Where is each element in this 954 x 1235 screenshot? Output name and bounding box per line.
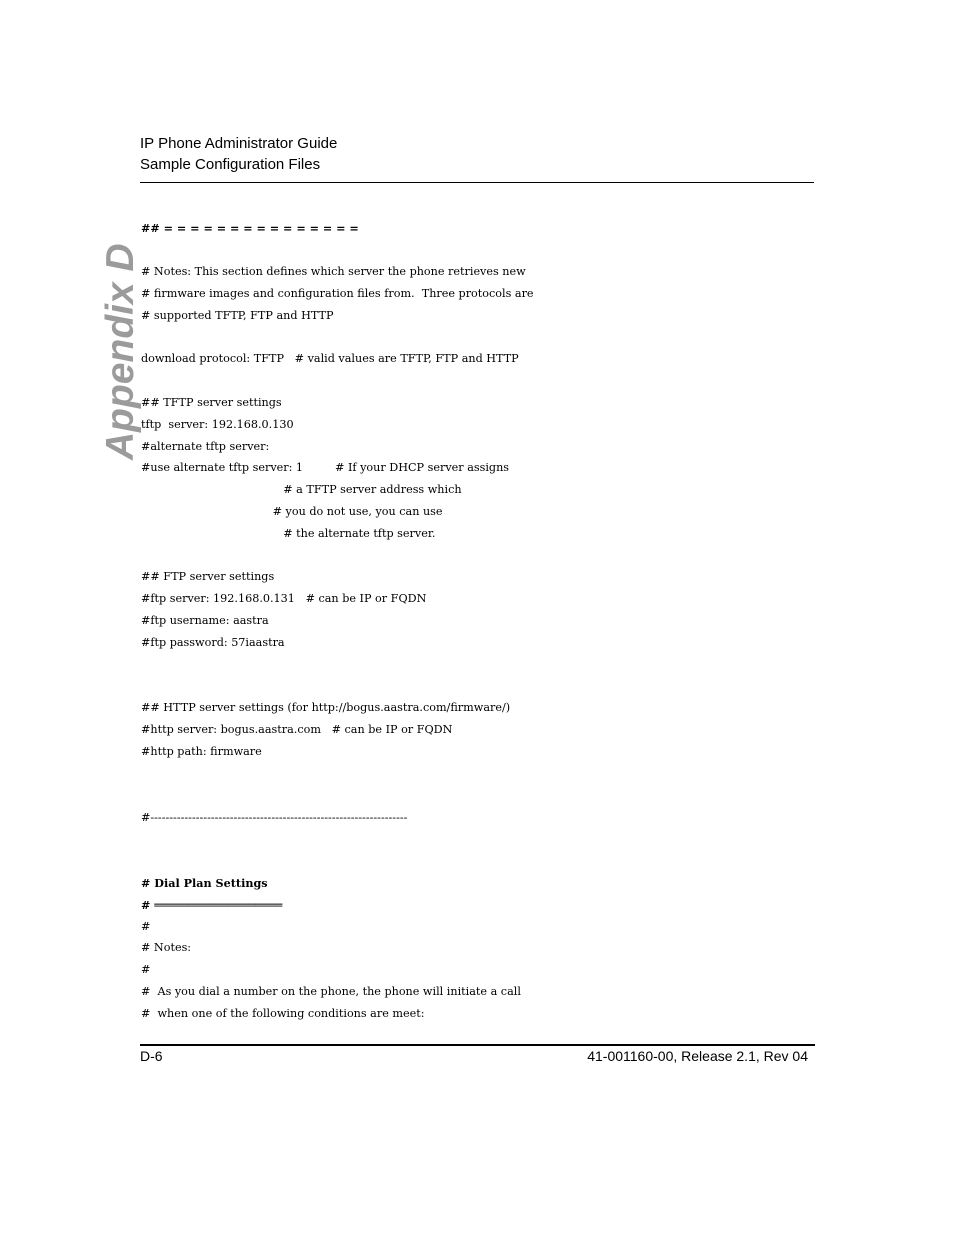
code-line: ## HTTP server settings (for http://bogus.aastra.com/firmware/) <box>141 701 511 714</box>
code-line: tftp server: 192.168.0.130 <box>141 418 294 431</box>
code-line: ## = = = = = = = = = = = = = = = <box>141 221 359 235</box>
code-line: #ftp server: 192.168.0.131 # can be IP or FQDN <box>141 592 427 605</box>
footer-rule <box>140 1044 815 1046</box>
code-line: # when one of the following conditions are meet: <box>141 1007 425 1020</box>
document-id: 41-001160-00, Release 2.1, Rev 04 <box>587 1048 808 1064</box>
code-line: # ═══════════════════ <box>141 898 283 912</box>
code-line: # supported TFTP, FTP and HTTP <box>141 309 334 322</box>
code-line: # <box>141 963 151 976</box>
code-line: download protocol: TFTP # valid values are TFTP, FTP and HTTP <box>141 352 519 365</box>
code-line: # Dial Plan Settings <box>141 876 268 890</box>
code-line: #http server: bogus.aastra.com # can be IP or FQDN <box>141 723 453 736</box>
code-line: #ftp password: 57iaastra <box>141 636 285 649</box>
header-rule <box>140 182 814 183</box>
code-line: # you do not use, you can use <box>141 505 443 518</box>
code-line: # Notes: This section defines which server the phone retrieves new <box>141 265 526 278</box>
code-line: #-------------------------------------------------------------------- <box>141 811 408 824</box>
code-line: # the alternate tftp server. <box>141 527 436 540</box>
code-line: #http path: firmware <box>141 745 262 758</box>
code-line: #alternate tftp server: <box>141 440 270 453</box>
code-line: # <box>141 920 151 933</box>
code-line: ## FTP server settings <box>141 570 275 583</box>
code-line: ## TFTP server settings <box>141 396 282 409</box>
code-line: # Notes: <box>141 941 192 954</box>
running-header-title: IP Phone Administrator Guide <box>140 135 338 152</box>
appendix-side-tab: Appendix D <box>99 243 142 460</box>
code-line: #ftp username: aastra <box>141 614 269 627</box>
code-line: #use alternate tftp server: 1 # If your DHCP server assigns <box>141 461 510 474</box>
code-line: # As you dial a number on the phone, the phone will initiate a call <box>141 985 521 998</box>
code-line: # firmware images and configuration files from. Three protocols are <box>141 287 534 300</box>
running-header-subtitle: Sample Configuration Files <box>140 156 321 173</box>
page-number: D-6 <box>140 1048 163 1064</box>
code-line: # a TFTP server address which <box>141 483 462 496</box>
